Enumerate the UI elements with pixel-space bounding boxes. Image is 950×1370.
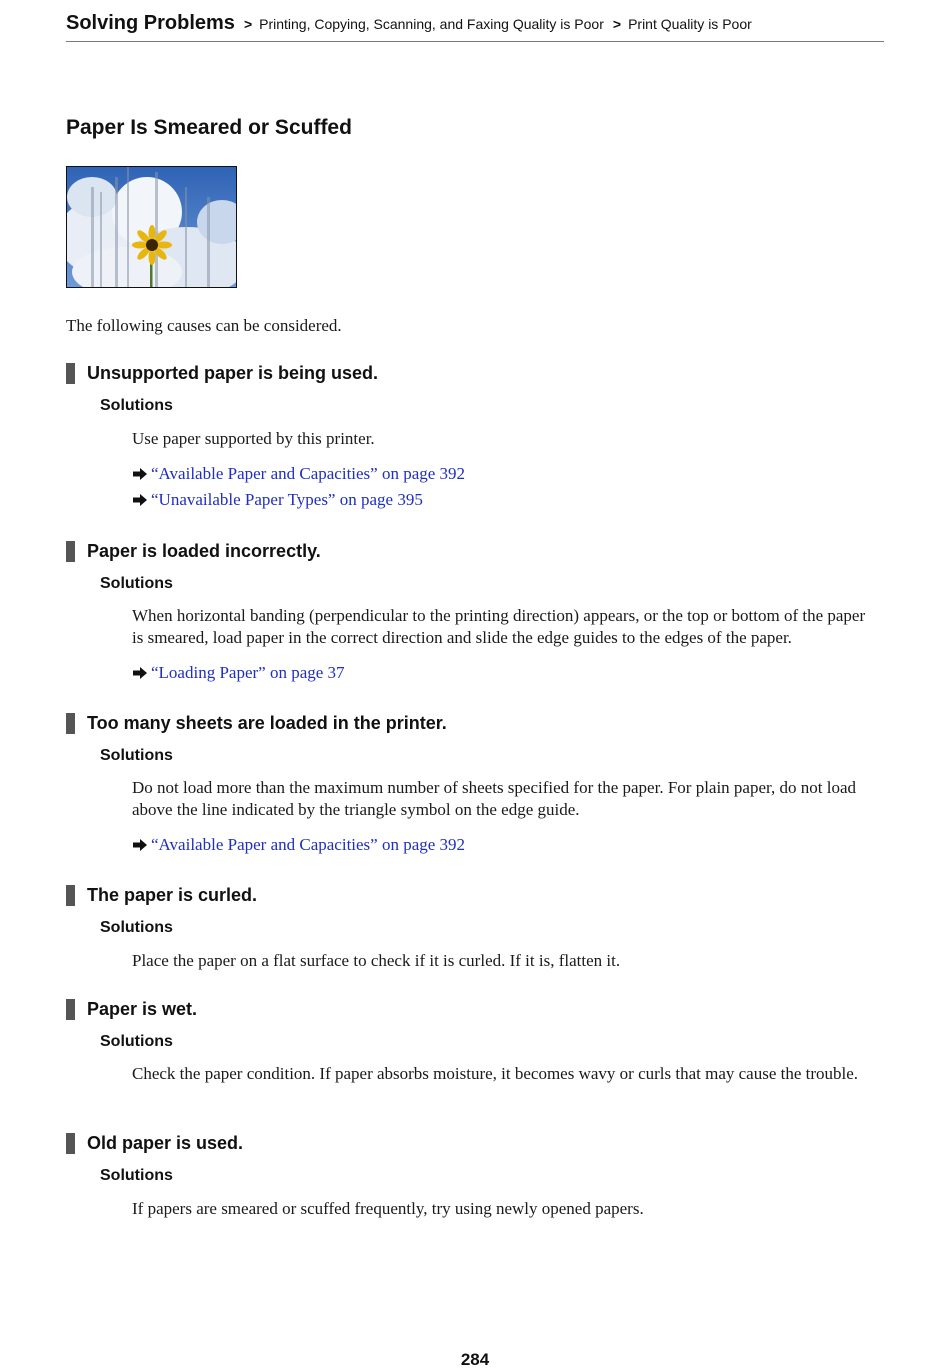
solutions-label: Solutions [100,397,173,414]
arrow-right-icon [132,666,148,680]
section-title-paper-curled [66,885,257,906]
solutions-label: Solutions [100,575,173,592]
link-available-paper[interactable] [132,464,465,484]
solutions-label: Solutions [100,747,173,764]
arrow-right-icon [132,493,148,507]
solution-text: Do not load more than the maximum number of sheets specified for the paper. For plain paper, do not load above the line indicated by the triangle symbol on the edge guide. [132,778,856,819]
breadcrumb-separator: > [243,16,253,32]
section-title-text: Unsupported paper is being used. [87,363,379,383]
arrow-right-icon [132,467,148,481]
section-title-text: Paper is loaded incorrectly. [87,541,321,561]
solution-text: Check the paper condition. If paper absorbs moisture, it becomes wavy or curls that may cause the trouble. [132,1064,859,1083]
solutions-label: Solutions [100,1033,173,1050]
solutions-label: Solutions [100,1167,173,1184]
section-title-text: Paper is wet. [87,999,198,1019]
page-title: Paper Is Smeared or Scuffed [66,116,352,139]
solution-text: Place the paper on a flat surface to check if it is curled. If it is, flatten it. [132,951,621,970]
section-bar-icon [66,999,75,1020]
link-unavailable-paper[interactable] [132,490,423,510]
section-bar-icon [66,541,75,562]
breadcrumb-item-quality[interactable]: Printing, Copying, Scanning, and Faxing Quality is Poor [259,16,604,32]
section-title-too-many-sheets [66,713,447,734]
section-title-old-paper [66,1133,243,1154]
link-text[interactable]: “Available Paper and Capacities” on page 392 [151,835,466,854]
section-title-text: Old paper is used. [87,1133,244,1153]
link-text[interactable]: “Unavailable Paper Types” on page 395 [151,490,423,509]
link-text[interactable]: “Loading Paper” on page 37 [151,663,345,682]
page-number: 284 [460,1350,490,1369]
section-bar-icon [66,713,75,734]
section-bar-icon [66,885,75,906]
solution-text: If papers are smeared or scuffed frequently, try using newly opened papers. [132,1199,644,1218]
solutions-label: Solutions [100,919,173,936]
solution-text: When horizontal banding (perpendicular to the printing direction) appears, or the top or bottom of the paper is smeared, load paper in the correct direction and slide the edge guides to the edges of the paper. [132,606,866,647]
arrow-right-icon [132,838,148,852]
breadcrumb [66,12,884,42]
solution-text: Use paper supported by this printer. [132,429,375,448]
intro-text: The following causes can be considered. [66,316,342,335]
link-text[interactable]: “Available Paper and Capacities” on page 392 [151,464,466,483]
breadcrumb-root[interactable]: Solving Problems [66,12,235,34]
breadcrumb-separator: > [612,16,622,32]
section-bar-icon [66,363,75,384]
breadcrumb-item-print-quality[interactable]: Print Quality is Poor [628,16,752,32]
section-title-text: The paper is curled. [87,885,258,905]
link-available-paper[interactable] [132,835,465,855]
link-loading-paper[interactable] [132,663,345,683]
section-title-loaded-incorrectly [66,541,321,562]
sample-print-image [66,166,237,288]
section-title-unsupported-paper [66,363,378,384]
section-title-paper-wet [66,999,197,1020]
section-title-text: Too many sheets are loaded in the printer. [87,713,447,733]
section-bar-icon [66,1133,75,1154]
